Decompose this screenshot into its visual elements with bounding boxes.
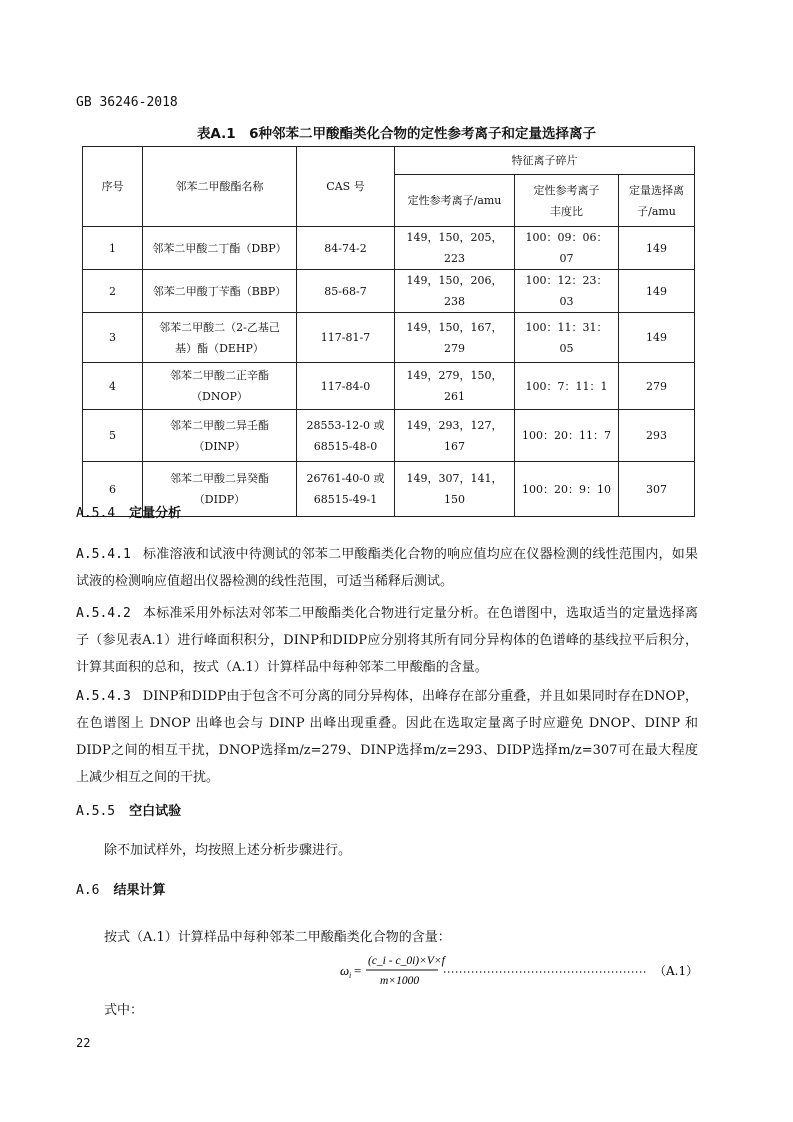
cell-ions: 149，279，150，261	[395, 363, 515, 410]
table-row	[83, 410, 695, 462]
paragraph-text: 标准溶液和试液中待测试的邻苯二甲酸酯类化合物的响应值均应在仪器检测的线性范围内，如果试液的检测响应值超出仪器检测的线性范围，可适当稀释后测试。	[76, 547, 698, 589]
section-title: 结果计算	[113, 883, 166, 898]
header-seq: 序号	[83, 147, 143, 227]
formula-equals: =	[354, 963, 362, 978]
header-quant-line1: 定量选择离	[629, 183, 684, 197]
cell-name-line1: 邻苯二甲酸二异癸酯	[170, 472, 269, 485]
formula-label: （A.1）	[654, 964, 698, 978]
formula-denominator: m×1000	[380, 975, 420, 987]
header-qual-ion: 定性参考离子/amu	[395, 175, 515, 227]
header-quant	[619, 175, 695, 227]
cell-name	[143, 313, 297, 363]
cell-name	[143, 410, 297, 462]
header-abundance	[515, 175, 619, 227]
where-label: 式中：	[104, 1003, 144, 1018]
cell-name-line2: （DINP）	[193, 439, 246, 453]
cell-name-line2: （DNOP）	[191, 390, 248, 403]
header-ion-group: 特征离子碎片	[395, 147, 695, 175]
header-cas: CAS 号	[297, 147, 395, 227]
cell-seq: 6	[83, 462, 143, 517]
cell-name-line2: （DIDP）	[193, 493, 246, 506]
section-heading-a554	[76, 502, 181, 521]
cell-cas	[297, 410, 395, 462]
cell-ratio: 100：7：11：1	[515, 363, 619, 410]
cell-name: 邻苯二甲酸二丁酯（DBP）	[143, 227, 297, 270]
cell-seq: 4	[83, 363, 143, 410]
cell-quant: 293	[619, 410, 695, 462]
cell-name-line1: 邻苯二甲酸二（2-乙基己	[159, 320, 280, 334]
cell-ratio: 100：12：23：03	[515, 270, 619, 313]
formula-numerator: (c_i - c_0i)×V×f	[368, 955, 445, 967]
paragraph-text: 本标准采用外标法对邻苯二甲酸酯类化合物进行定量分析。在色谱图中，选取适当的定量选择离子（参见表A.1）进行峰面积积分，DINP和DIDP应分别将其所有同分异构体的色谱峰的基线拉平后积分，计算其面积的总和，按式（A.1）计算样品中每种邻苯二甲酸酯的含量。	[76, 606, 698, 675]
section-heading-a555	[76, 800, 181, 819]
section-number: A.5.5	[76, 804, 116, 819]
formula-lhs: ω	[340, 963, 350, 978]
cell-cas-line2: 68515-48-0	[313, 439, 378, 453]
section-heading-a6	[76, 879, 166, 898]
cell-cas: 117-84-0	[297, 363, 395, 410]
cell-cas: 84-74-2	[297, 227, 395, 270]
cell-cas-line1: 26761-40-0 或	[306, 472, 385, 485]
paragraph-a6: 按式（A.1）计算样品中每种邻苯二甲酸酯类化合物的含量：	[104, 930, 451, 945]
cell-cas-line1: 28553-12-0 或	[306, 418, 385, 432]
paragraph-a5541	[76, 541, 698, 595]
cell-ratio: 100：09：06：07	[515, 227, 619, 270]
page-number: 22	[76, 1036, 91, 1050]
cell-quant: 149	[619, 313, 695, 363]
paragraph-number: A.5.4.3	[76, 689, 131, 704]
cell-ions: 149，150，205，223	[395, 227, 515, 270]
paragraph-a5543	[76, 683, 698, 791]
header-name: 邻苯二甲酸酯名称	[143, 147, 297, 227]
cell-ions: 149，307，141，150	[395, 462, 515, 517]
header-quant-line2: 子/amu	[637, 204, 676, 218]
standard-code: GB 36246-2018	[76, 95, 178, 110]
table-title: 表A.1 6种邻苯二甲酸酯类化合物的定性参考离子和定量选择离子	[196, 126, 597, 142]
paragraph-a5542	[76, 600, 698, 681]
cell-ratio: 100：11：31：05	[515, 313, 619, 363]
paragraph-number: A.5.4.2	[76, 606, 131, 621]
table-row	[83, 363, 695, 410]
cell-ions: 149，293，127，167	[395, 410, 515, 462]
table-row	[83, 313, 695, 363]
cell-cas	[297, 462, 395, 517]
cell-ratio: 100：20：9：10	[515, 462, 619, 517]
cell-name: 邻苯二甲酸丁苄酯（BBP）	[143, 270, 297, 313]
section-number: A.5.4	[76, 506, 116, 521]
section-title: 空白试验	[129, 804, 182, 819]
cell-name-line1: 邻苯二甲酸二正辛酯	[170, 369, 269, 382]
cell-seq: 2	[83, 270, 143, 313]
cell-cas-line2: 68515-49-1	[313, 493, 378, 506]
ion-fragment-table	[82, 146, 695, 517]
paragraph-number: A.5.4.1	[76, 547, 131, 562]
section-number: A.6	[76, 883, 100, 898]
cell-cas: 117-81-7	[297, 313, 395, 363]
formula-a1	[318, 950, 698, 990]
cell-name-line2: 基）酯（DEHP）	[175, 341, 264, 355]
cell-name-line1: 邻苯二甲酸二异壬酯	[170, 418, 269, 432]
cell-ions: 149，150，167，279	[395, 313, 515, 363]
cell-seq: 1	[83, 227, 143, 270]
cell-name	[143, 363, 297, 410]
cell-seq: 3	[83, 313, 143, 363]
cell-cas: 85-68-7	[297, 270, 395, 313]
table-row	[83, 270, 695, 313]
paragraph-a555: 除不加试样外，均按照上述分析步骤进行。	[104, 843, 352, 858]
cell-quant: 149	[619, 227, 695, 270]
header-abundance-line2: 丰度比	[550, 204, 583, 218]
paragraph-text: DINP和DIDP由于包含不可分离的同分异构体，出峰存在部分重叠，并且如果同时存在DNOP，在色谱图上 DNOP 出峰也会与 DINP 出峰出现重叠。因此在选取定量离子时应避免 DNOP、DINP 和 DIDP之间的相互干扰，DNOP选择m/z=279、DINP选择m/z=293、DIDP选择m/z=307可在最大程度上减少相互之间的干扰。	[76, 689, 698, 785]
cell-quant: 307	[619, 462, 695, 517]
table-row	[83, 227, 695, 270]
cell-ions: 149，150，206，238	[395, 270, 515, 313]
cell-quant: 279	[619, 363, 695, 410]
formula-lhs-subscript: i	[349, 971, 352, 980]
cell-ratio: 100：20：11：7	[515, 410, 619, 462]
cell-quant: 149	[619, 270, 695, 313]
header-abundance-line1: 定性参考离子	[533, 183, 600, 197]
section-title: 定量分析	[129, 506, 182, 521]
cell-seq: 5	[83, 410, 143, 462]
